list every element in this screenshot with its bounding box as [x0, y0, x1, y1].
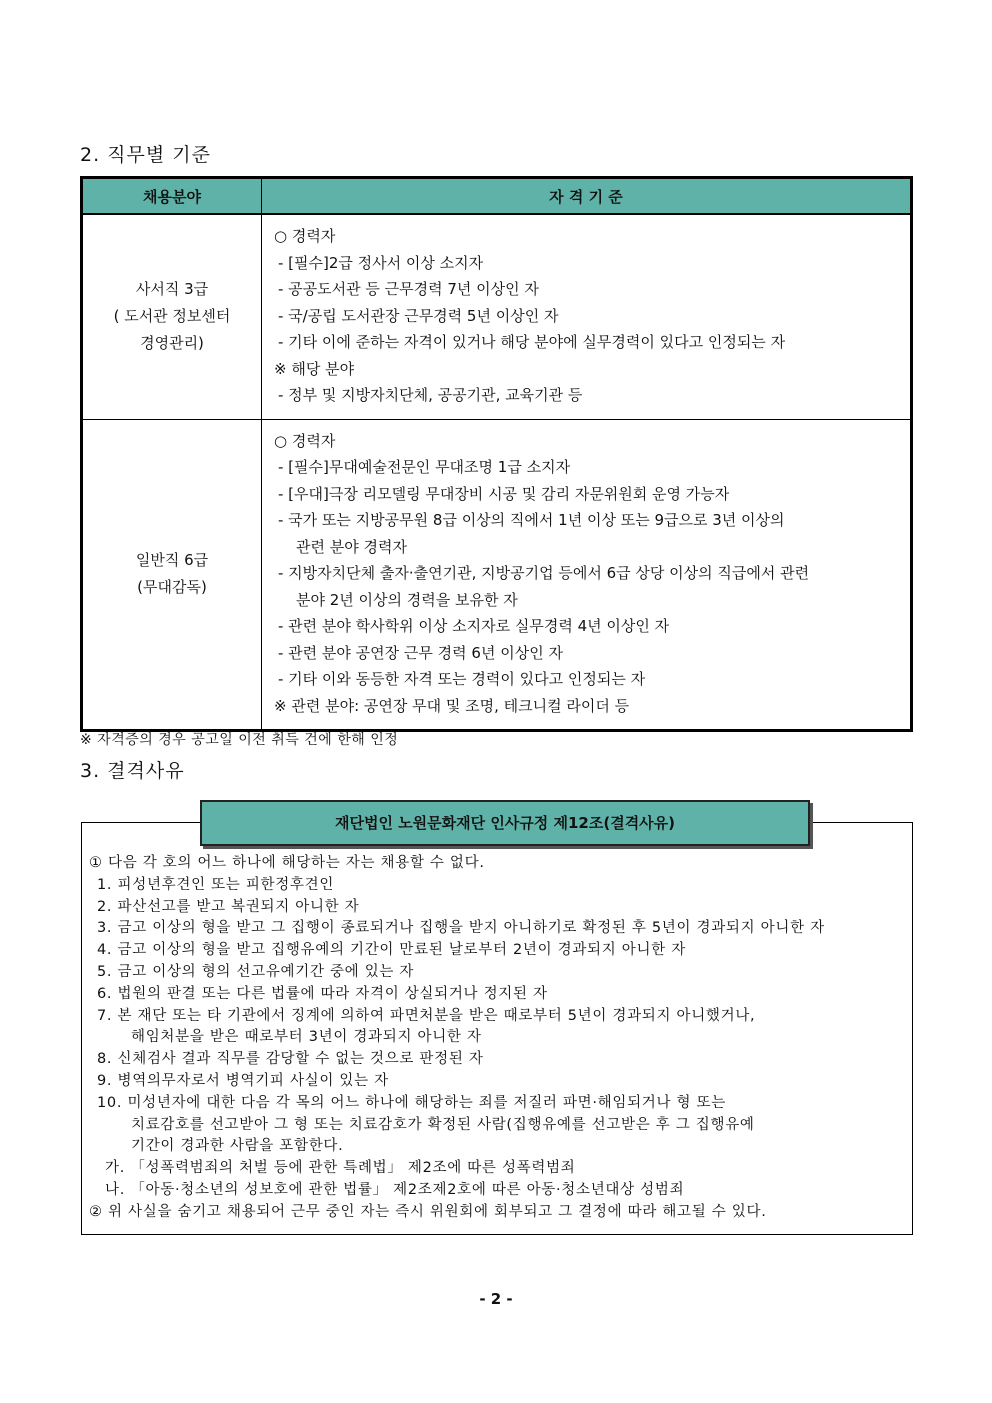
field-line: ( 도서관 정보센터: [113, 307, 231, 326]
regulation-line: ① 다음 각 호의 어느 하나에 해당하는 자는 채용할 수 없다.: [89, 855, 485, 871]
regulation-line: 치료감호를 선고받아 그 형 또는 치료감호가 확정된 사람(집행유예를 선고받은 후 그 집행유예: [131, 1116, 755, 1133]
field-line: (무대감독): [137, 578, 207, 597]
criteria-line: - 기타 이와 동등한 자격 또는 경력이 있다고 인정되는 자: [278, 670, 646, 688]
criteria-line: ○ 경력자: [274, 227, 336, 245]
criteria-line: ※ 해당 분야: [274, 359, 355, 378]
criteria-cell-stage-director: [262, 419, 912, 731]
regulation-line: 6. 법원의 판결 또는 다른 법률에 따라 자격이 상실되거나 정지된 자: [97, 985, 548, 1002]
regulation-line: 7. 본 재단 또는 타 기관에서 징계에 의하여 파면처분을 받은 때로부터 5년이 경과되지 아니했거나,: [97, 1007, 756, 1024]
regulation-line: 5. 금고 이상의 형의 선고유예기간 중에 있는 자: [97, 963, 415, 980]
criteria-line: - [필수]무대예술전문인 무대조명 1급 소지자: [278, 458, 571, 476]
criteria-line: 분야 2년 이상의 경력을 보유한 자: [296, 590, 518, 609]
regulation-line: 8. 신체검사 결과 직무를 감당할 수 없는 것으로 판정된 자: [97, 1051, 484, 1068]
field-line: 경영관리): [140, 334, 204, 353]
criteria-line: - 국가 또는 지방공무원 8급 이상의 직에서 1년 이상 또는 9급으로 3년 이상의: [278, 511, 785, 529]
criteria-line: - 관련 분야 학사학위 이상 소지자로 실무경력 4년 이상인 자: [278, 617, 670, 635]
regulation-title: 재단법인 노원문화재단 인사규정 제12조(결격사유): [200, 800, 810, 846]
regulation-line: 2. 파산선고를 받고 복권되지 아니한 자: [97, 898, 360, 915]
regulation-line: ② 위 사실을 숨기고 채용되어 근무 중인 자는 즉시 위원회에 회부되고 그 결정에 따라 해고될 수 있다.: [89, 1203, 767, 1220]
regulation-line: 1. 피성년후견인 또는 피한정후견인: [97, 876, 335, 893]
criteria-line: - 공공도서관 등 근무경력 7년 이상인 자: [278, 280, 539, 298]
table-footnote: ※ 자격증의 경우 공고일 이전 취득 건에 한해 인정: [80, 732, 399, 748]
regulation-text: [89, 853, 909, 1224]
page-number: - 2 -: [479, 1290, 513, 1308]
criteria-line: ※ 관련 분야: 공연장 무대 및 조명, 테크니컬 라이더 등: [274, 696, 630, 715]
regulation-line: 나. 「아동·청소년의 성보호에 관한 법률」 제2조제2호에 따른 아동·청소년대상 성범죄: [105, 1181, 685, 1198]
table-header-row: [82, 178, 912, 215]
regulation-line: 3. 금고 이상의 형을 받고 그 집행이 종료되거나 집행을 받지 아니하기로 확정된 후 5년이 경과되지 아니한 자: [97, 920, 825, 937]
field-cell-stage-director: [82, 419, 262, 731]
regulation-line: 9. 병역의무자로서 병역기피 사실이 있는 자: [97, 1072, 389, 1089]
field-line: 일반직 6급: [135, 551, 209, 570]
criteria-line: - [필수]2급 정사서 이상 소지자: [278, 253, 484, 272]
regulation-line: 가. 「성폭력범죄의 처벌 등에 관한 특례법」 제2조에 따른 성폭력범죄: [105, 1160, 576, 1177]
header-field: 채용분야: [82, 178, 262, 215]
criteria-line: 관련 분야 경력자: [296, 537, 407, 556]
job-criteria-table: [80, 176, 913, 732]
criteria-line: - 국/공립 도서관장 근무경력 5년 이상인 자: [278, 306, 559, 325]
regulation-line: 해임처분을 받은 때로부터 3년이 경과되지 아니한 자: [131, 1029, 482, 1046]
criteria-line: ○ 경력자: [274, 431, 336, 450]
regulation-line: 10. 미성년자에 대한 다음 각 목의 어느 하나에 해당하는 죄를 저질러 파면·해임되거나 형 또는: [97, 1094, 726, 1111]
table-row: [82, 419, 912, 731]
header-criteria: 자 격 기 준: [262, 178, 912, 215]
field-cell-librarian: [82, 214, 262, 419]
criteria-cell-librarian: [262, 214, 912, 419]
regulation-line: 기간이 경과한 사람을 포함한다.: [131, 1138, 344, 1155]
section-2-title: 2. 직무별 기준: [80, 144, 211, 166]
table-row: [82, 214, 912, 419]
section-3-title: 3. 결격사유: [80, 760, 185, 782]
regulation-line: 4. 금고 이상의 형을 받고 집행유예의 기간이 만료된 날로부터 2년이 경과되지 아니한 자: [97, 942, 686, 959]
criteria-line: - 지방자치단체 출자·출연기관, 지방공기업 등에서 6급 상당 이상의 직급에서 관련: [278, 564, 810, 582]
field-line: 사서직 3급: [135, 280, 209, 299]
criteria-line: - 기타 이에 준하는 자격이 있거나 해당 분야에 실무경력이 있다고 인정되는 자: [278, 333, 786, 351]
criteria-line: - 정부 및 지방자치단체, 공공기관, 교육기관 등: [278, 386, 583, 404]
criteria-line: - [우대]극장 리모델링 무대장비 시공 및 감리 자문위원회 운영 가능자: [278, 484, 730, 503]
criteria-line: - 관련 분야 공연장 근무 경력 6년 이상인 자: [278, 643, 563, 662]
